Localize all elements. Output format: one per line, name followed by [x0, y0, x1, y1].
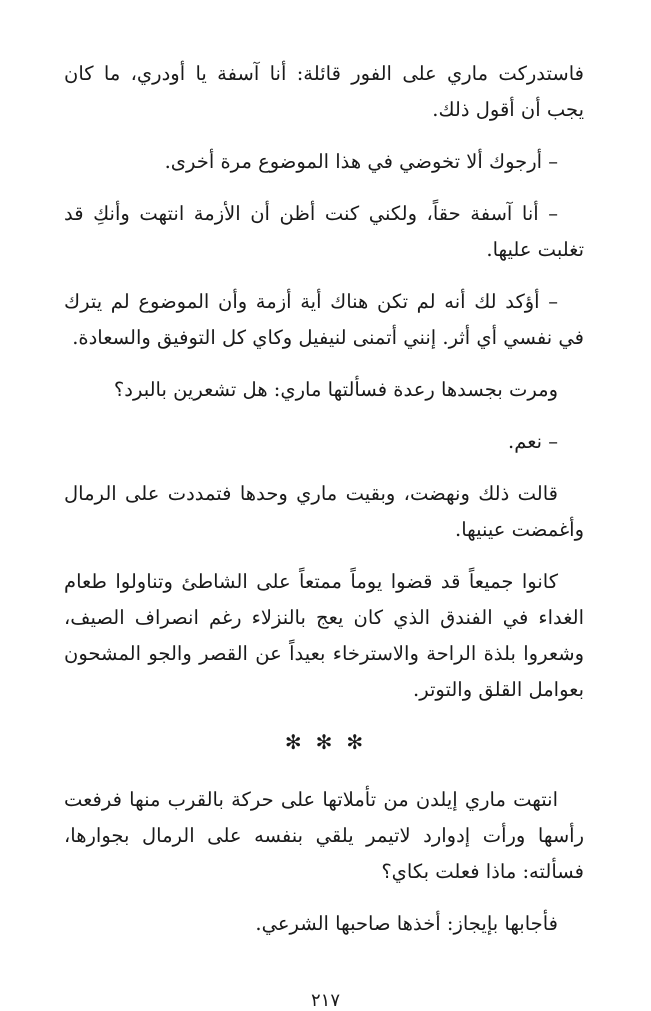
- book-page: [64, 56, 584, 958]
- paragraph-apology: فاستدركت ماري على الفور قائلة: أنا آسفة يا أودري، ما كان يجب أن أقول ذلك.: [64, 62, 584, 121]
- paragraph-beach-day: كانوا جميعاً قد قضوا يوماً ممتعاً على الشاطئ وتناولوا طعام الغداء في الفندق الذي كان يعج بالنزلاء رغم انصراف الصيف، وشعروا بلذة الراحة والاسترخاء بعيداً عن القصر والجو المشحون بعوامل القلق والتوتر.: [64, 570, 584, 701]
- paragraph-shiver: ومرت بجسدها رعدة فسألتها ماري: هل تشعرين بالبرد؟: [113, 378, 558, 401]
- section-separator: ✻✻✻: [284, 730, 378, 754]
- paragraph-reply: فأجابها بإيجاز: أخذها صاحبها الشرعي.: [255, 912, 558, 935]
- paragraph-edward: انتهت ماري إيلدن من تأملاتها على حركة بالقرب منها فرفعت رأسها ورأت إدوارد لاتيمر يلقي بنفسه على الرمال بجوارها، فسألته: ماذا فعلت بكاي؟: [64, 788, 584, 883]
- page-number: ٢١٧: [310, 990, 340, 1011]
- dialogue-line-3: – أؤكد لك أنه لم تكن هناك أية أزمة وأن الموضوع لم يترك في نفسي أي أثر. إنني أتمنى لنيفيل وكاي كل التوفيق والسعادة.: [64, 290, 584, 349]
- dialogue-line-2: – أنا آسفة حقاً، ولكني كنت أظن أن الأزمة انتهت وأنكِ قد تغلبت عليها.: [64, 202, 584, 261]
- dialogue-line-1: – أرجوك ألا تخوضي في هذا الموضوع مرة أخرى.: [164, 150, 558, 173]
- paragraph-rest: قالت ذلك ونهضت، وبقيت ماري وحدها فتمددت على الرمال وأغمضت عينيها.: [64, 482, 584, 541]
- dialogue-line-4: – نعم.: [508, 430, 558, 453]
